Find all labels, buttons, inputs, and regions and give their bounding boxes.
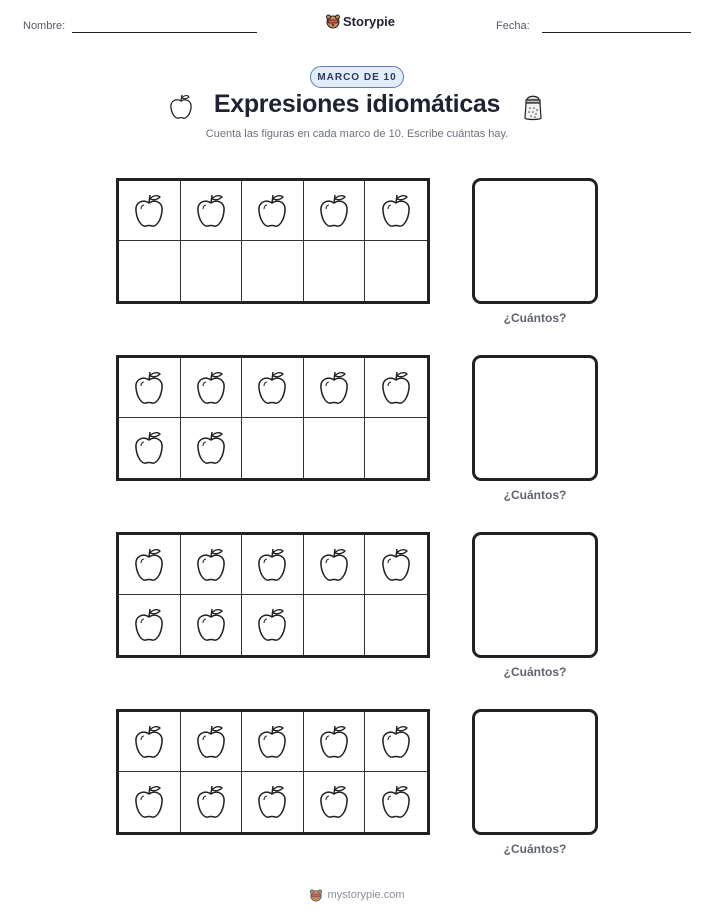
apple-icon bbox=[255, 192, 289, 230]
ten-frame-cell-filled bbox=[181, 358, 243, 418]
name-label: Nombre: bbox=[23, 20, 66, 32]
worksheet-type-badge: MARCO DE 10 bbox=[310, 66, 404, 88]
apple-icon bbox=[317, 723, 351, 761]
ten-frame-cell-filled bbox=[365, 712, 427, 772]
ten-frame-cell-filled bbox=[242, 535, 304, 595]
ten-frame-cell-empty bbox=[242, 241, 304, 301]
name-line[interactable] bbox=[72, 32, 257, 33]
apple-icon bbox=[132, 546, 166, 584]
ten-frame-4 bbox=[116, 709, 430, 835]
page-title: Expresiones idiomáticas bbox=[213, 90, 501, 118]
brand-logo bbox=[325, 13, 395, 29]
ten-frame-cell-empty bbox=[365, 241, 427, 301]
footer-url: mystorypie.com bbox=[327, 889, 405, 901]
ten-frame-cell-filled bbox=[304, 358, 366, 418]
apple-icon bbox=[255, 369, 289, 407]
apple-icon bbox=[317, 369, 351, 407]
ten-frame-cell-filled bbox=[181, 181, 243, 241]
apple-icon bbox=[255, 606, 289, 644]
apple-icon bbox=[379, 723, 413, 761]
apple-icon bbox=[132, 192, 166, 230]
apple-icon bbox=[194, 606, 228, 644]
ten-frame-cell-filled bbox=[304, 181, 366, 241]
apple-icon bbox=[317, 783, 351, 821]
answer-box[interactable] bbox=[472, 532, 598, 658]
apple-icon bbox=[194, 546, 228, 584]
ten-frame-cell-filled bbox=[365, 535, 427, 595]
date-label: Fecha: bbox=[496, 20, 530, 32]
ten-frame-cell-empty bbox=[304, 418, 366, 478]
count-question-label: ¿Cuántos? bbox=[503, 665, 567, 679]
count-question-label: ¿Cuántos? bbox=[503, 842, 567, 856]
count-question-label: ¿Cuántos? bbox=[503, 311, 567, 325]
ten-frame-cell-filled bbox=[181, 712, 243, 772]
ten-frame-cell-filled bbox=[119, 595, 181, 655]
storypie-mascot-icon bbox=[309, 888, 323, 902]
apple-icon bbox=[132, 606, 166, 644]
footer bbox=[0, 888, 714, 902]
apple-icon bbox=[317, 546, 351, 584]
answer-box[interactable] bbox=[472, 709, 598, 835]
ten-frame-cell-filled bbox=[242, 181, 304, 241]
ten-frame-cell-filled bbox=[119, 772, 181, 832]
ten-frame-cell-empty bbox=[304, 241, 366, 301]
ten-frame-cell-filled bbox=[119, 358, 181, 418]
ten-frame-cell-filled bbox=[119, 181, 181, 241]
apple-icon bbox=[194, 369, 228, 407]
ten-frame-2 bbox=[116, 355, 430, 481]
answer-box[interactable] bbox=[472, 355, 598, 481]
ten-frame-cell-filled bbox=[119, 418, 181, 478]
ten-frame-cell-filled bbox=[365, 181, 427, 241]
apple-icon bbox=[194, 192, 228, 230]
apple-icon bbox=[255, 723, 289, 761]
count-question-label: ¿Cuántos? bbox=[503, 488, 567, 502]
apple-icon bbox=[132, 369, 166, 407]
ten-frame-cell-empty bbox=[181, 241, 243, 301]
storypie-mascot-icon bbox=[325, 13, 341, 29]
brand-name: Storypie bbox=[343, 13, 396, 29]
ten-frame-cell-filled bbox=[242, 772, 304, 832]
ten-frame-cell-filled bbox=[119, 712, 181, 772]
apple-icon bbox=[255, 783, 289, 821]
ten-frame-cell-filled bbox=[181, 772, 243, 832]
ten-frame-cell-empty bbox=[304, 595, 366, 655]
apple-icon bbox=[379, 369, 413, 407]
ten-frame-cell-filled bbox=[181, 418, 243, 478]
ten-frame-1 bbox=[116, 178, 430, 304]
salt-shaker-icon bbox=[521, 91, 545, 122]
apple-icon bbox=[379, 783, 413, 821]
ten-frame-cell-empty bbox=[365, 418, 427, 478]
apple-icon bbox=[132, 723, 166, 761]
apple-icon bbox=[255, 546, 289, 584]
ten-frame-cell-filled bbox=[304, 535, 366, 595]
apple-icon bbox=[194, 723, 228, 761]
apple-icon bbox=[317, 192, 351, 230]
ten-frame-cell-empty bbox=[119, 241, 181, 301]
answer-box[interactable] bbox=[472, 178, 598, 304]
ten-frame-cell-filled bbox=[365, 358, 427, 418]
ten-frame-cell-filled bbox=[242, 358, 304, 418]
apple-icon bbox=[194, 429, 228, 467]
apple-icon bbox=[194, 783, 228, 821]
ten-frame-cell-filled bbox=[181, 595, 243, 655]
ten-frame-cell-filled bbox=[119, 535, 181, 595]
ten-frame-cell-filled bbox=[242, 595, 304, 655]
apple-icon bbox=[132, 429, 166, 467]
ten-frame-3 bbox=[116, 532, 430, 658]
apple-icon bbox=[132, 783, 166, 821]
apple-icon bbox=[379, 546, 413, 584]
ten-frame-cell-filled bbox=[304, 712, 366, 772]
ten-frame-cell-filled bbox=[181, 535, 243, 595]
ten-frame-cell-empty bbox=[242, 418, 304, 478]
apple-icon bbox=[379, 192, 413, 230]
ten-frame-cell-filled bbox=[242, 712, 304, 772]
ten-frame-cell-empty bbox=[365, 595, 427, 655]
date-line[interactable] bbox=[542, 32, 691, 33]
ten-frame-cell-filled bbox=[304, 772, 366, 832]
instructions: Cuenta las figuras en cada marco de 10. Escribe cuántas hay. bbox=[205, 128, 509, 140]
ten-frame-cell-filled bbox=[365, 772, 427, 832]
